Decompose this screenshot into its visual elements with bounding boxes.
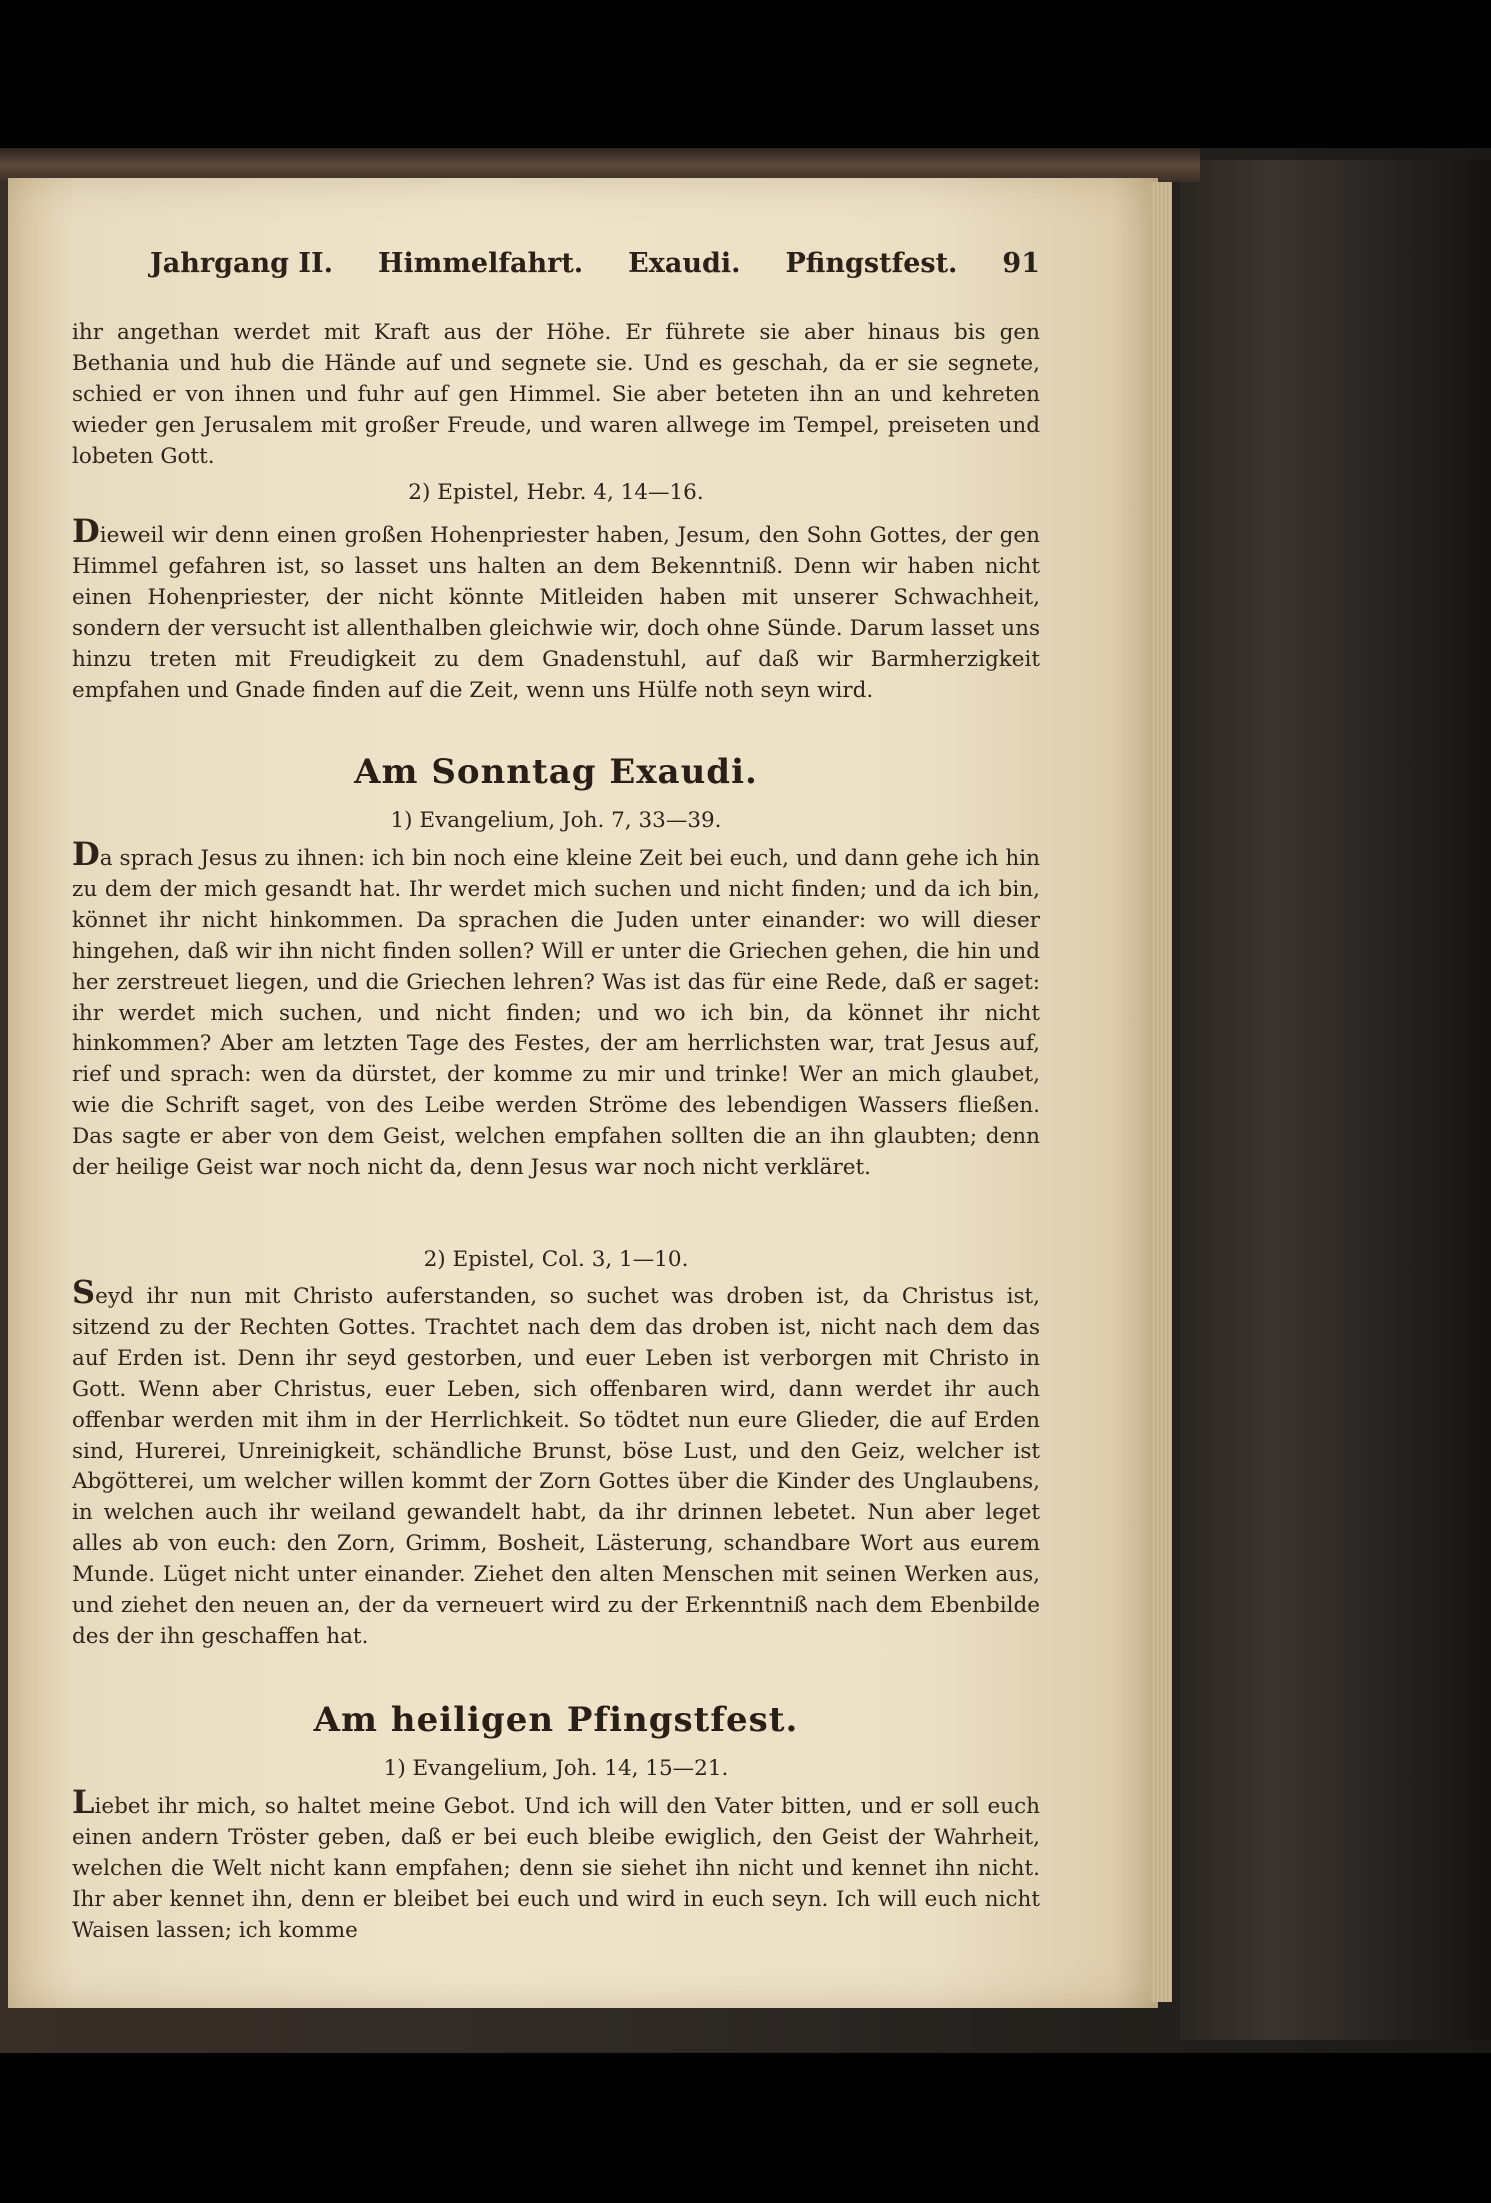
running-head	[150, 248, 1040, 292]
page-number: 91	[1002, 248, 1040, 279]
exaudi-heading: Am Sonntag Exaudi.	[354, 752, 758, 792]
exaudi-gospel-text: a sprach Jesus zu ihnen: ich bin noch eine kleine Zeit bei euch, und dann gehe ich hin zu dem der mich gesandt hat. Ihr werdet mich suchen und nicht finden; und da ich bin, könnet ihr nicht hinkommen. Da sprachen die Juden unter einander: wo will dieser hingehen, daß wir ihn nicht finden sollen? Will er unter die Griechen gehen, die hin und her zerstreuet liegen, und die Griechen lehren? Was ist das für eine Rede, daß er saget: ihr werdet mich suchen, und nicht finden; und wo ich bin, da könnet ihr nicht hinkommen? Aber am letzten Tage des Festes, der am herrlichsten war, trat Jesus auf, rief und sprach: wen da dürstet, der komme zu mir und trinke! Wer an mich glaubet, wie die Schrift saget, von des Leibe werden Ströme des lebendigen Wassers fließen. Das sagte er aber von dem Geist, welchen empfahen sollten die an ihn glaubten; denn der heilige Geist war noch nicht da, denn Jesus war noch nicht verkläret.	[72, 846, 1040, 1181]
pfingst-gospel-paragraph	[72, 1783, 1040, 1947]
running-title-2: Himmelfahrt.	[378, 248, 584, 279]
pfingst-gospel-text: iebet ihr mich, so haltet meine Gebot. Und ich will den Vater bitten, und er soll euch einen andern Tröster geben, daß er bei euch bleibe ewiglich, den Geist der Wahrheit, welchen die Welt nicht kann empfahen; denn sie siehet ihn nicht und kennet ihn nicht. Ihr aber kennet ihn, denn er bleibet bei euch und wird in euch seyn. Ich will euch nicht Waisen lassen; ich komme	[72, 1794, 1040, 1943]
page-stack-edge	[1150, 182, 1172, 2002]
running-title-1: Jahrgang II.	[150, 248, 334, 279]
exaudi-epistle-paragraph	[72, 1273, 1040, 1653]
epistle1-text: ieweil wir denn einen großen Hohenpriester haben, Jesum, den Sohn Gottes, der gen Himmel gefahren ist, so lasset uns halten an dem Bekenntniß. Denn wir haben nicht einen Hohenpriester, der nicht könnte Mitleiden haben mit unserer Schwachheit, sondern der versucht ist allenthalben gleichwie wir, doch ohne Sünde. Darum lasset uns hinzu treten mit Freudigkeit zu dem Gnadenstuhl, auf daß wir Barmherzigkeit empfahen und Gnade finden auf die Zeit, wenn uns Hülfe noth seyn wird.	[72, 523, 1040, 703]
exaudi-epistle-text: eyd ihr nun mit Christo auferstanden, so suchet was droben ist, da Christus ist, sitzend zu der Rechten Gottes. Trachtet nach dem das droben ist, nicht nach dem das auf Erden ist. Denn ihr seyd gestorben, und euer Leben ist verborgen mit Christo in Gott. Wenn aber Christus, euer Leben, sich offenbaren wird, dann werdet ihr auch offenbar werden mit ihm in der Herrlichkeit. So tödtet nun eure Glieder, die auf Erden sind, Hurerei, Unreinigkeit, schändliche Brunst, böse Lust, und den Geiz, welcher ist Abgötterei, um welcher willen kommt der Zorn Gottes über die Kinder des Unglaubens, in welchen auch ihr weiland gewandelt habt, da ihr drinnen lebetet. Nun aber leget alles ab von euch: den Zorn, Grimm, Bosheit, Lästerung, schandbare Wort aus eurem Munde. Lüget nicht unter einander. Ziehet den alten Menschen mit seinen Werken aus, und ziehet den neuen an, der da verneuert wird zu der Erkenntniß nach dem Ebenbilde des der ihn geschaffen hat.	[72, 1284, 1040, 1649]
exaudi-epistle-dropcap: S	[72, 1273, 96, 1311]
exaudi-epistle-ref: 2) Epistel, Col. 3, 1—10.	[423, 1247, 689, 1272]
book-cover-top-edge	[0, 148, 1200, 182]
book-spine-edge	[1180, 160, 1491, 2040]
exaudi-gospel-ref: 1) Evangelium, Joh. 7, 33—39.	[390, 808, 722, 833]
exaudi-gospel-dropcap: D	[72, 835, 100, 873]
pfingst-heading: Am heiligen Pfingstfest.	[313, 1700, 799, 1740]
exaudi-gospel-paragraph	[72, 835, 1040, 1184]
running-title-4: Pfingstfest.	[785, 248, 958, 279]
running-title-3: Exaudi.	[628, 248, 741, 279]
pfingst-gospel-ref: 1) Evangelium, Joh. 14, 15—21.	[383, 1756, 729, 1781]
section1-paragraph	[72, 318, 1040, 473]
epistle1-paragraph	[72, 512, 1040, 706]
epistle1-ref: 2) Epistel, Hebr. 4, 14—16.	[408, 480, 704, 505]
epistle1-dropcap: D	[72, 512, 100, 550]
section1-text: ihr angethan werdet mit Kraft aus der Höhe. Er führete sie aber hinaus bis gen Bethania und hub die Hände auf und segnete sie. Und es geschah, da er sie segnete, schied er von ihnen und fuhr auf gen Himmel. Sie aber beteten ihn an und kehreten wieder gen Jerusalem mit großer Freude, und waren allwege im Tempel, preiseten und lobeten Gott.	[72, 320, 1040, 469]
pfingst-gospel-dropcap: L	[72, 1783, 95, 1821]
